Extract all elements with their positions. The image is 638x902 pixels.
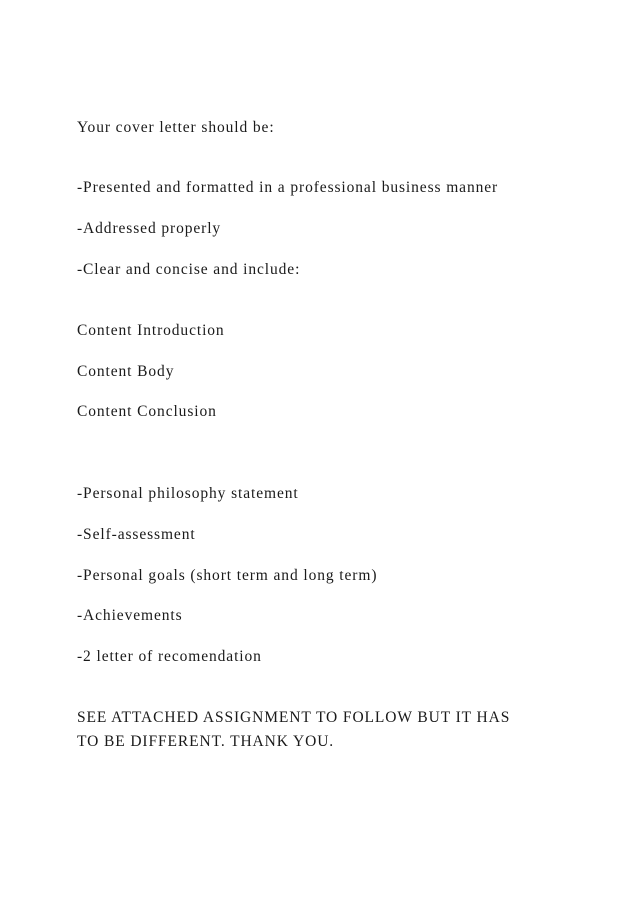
requirement-item: -Presented and formatted in a professional business manner	[77, 179, 499, 196]
component-item: -Achievements	[77, 607, 183, 624]
requirement-item: -Addressed properly	[77, 220, 222, 237]
content-section-item: Content Conclusion	[77, 403, 217, 420]
closing-line: SEE ATTACHED ASSIGNMENT TO FOLLOW BUT IT HAS	[77, 709, 511, 726]
content-section-item: Content Body	[77, 363, 175, 380]
component-item: -Personal goals (short term and long term)	[77, 567, 378, 584]
intro-text: Your cover letter should be:	[77, 119, 275, 136]
component-item: -2 letter of recomendation	[77, 648, 262, 665]
requirement-item: -Clear and concise and include:	[77, 261, 301, 278]
component-item: -Self-assessment	[77, 526, 196, 543]
content-section-item: Content Introduction	[77, 322, 225, 339]
component-item: -Personal philosophy statement	[77, 485, 299, 502]
closing-line: TO BE DIFFERENT. THANK YOU.	[77, 733, 335, 750]
